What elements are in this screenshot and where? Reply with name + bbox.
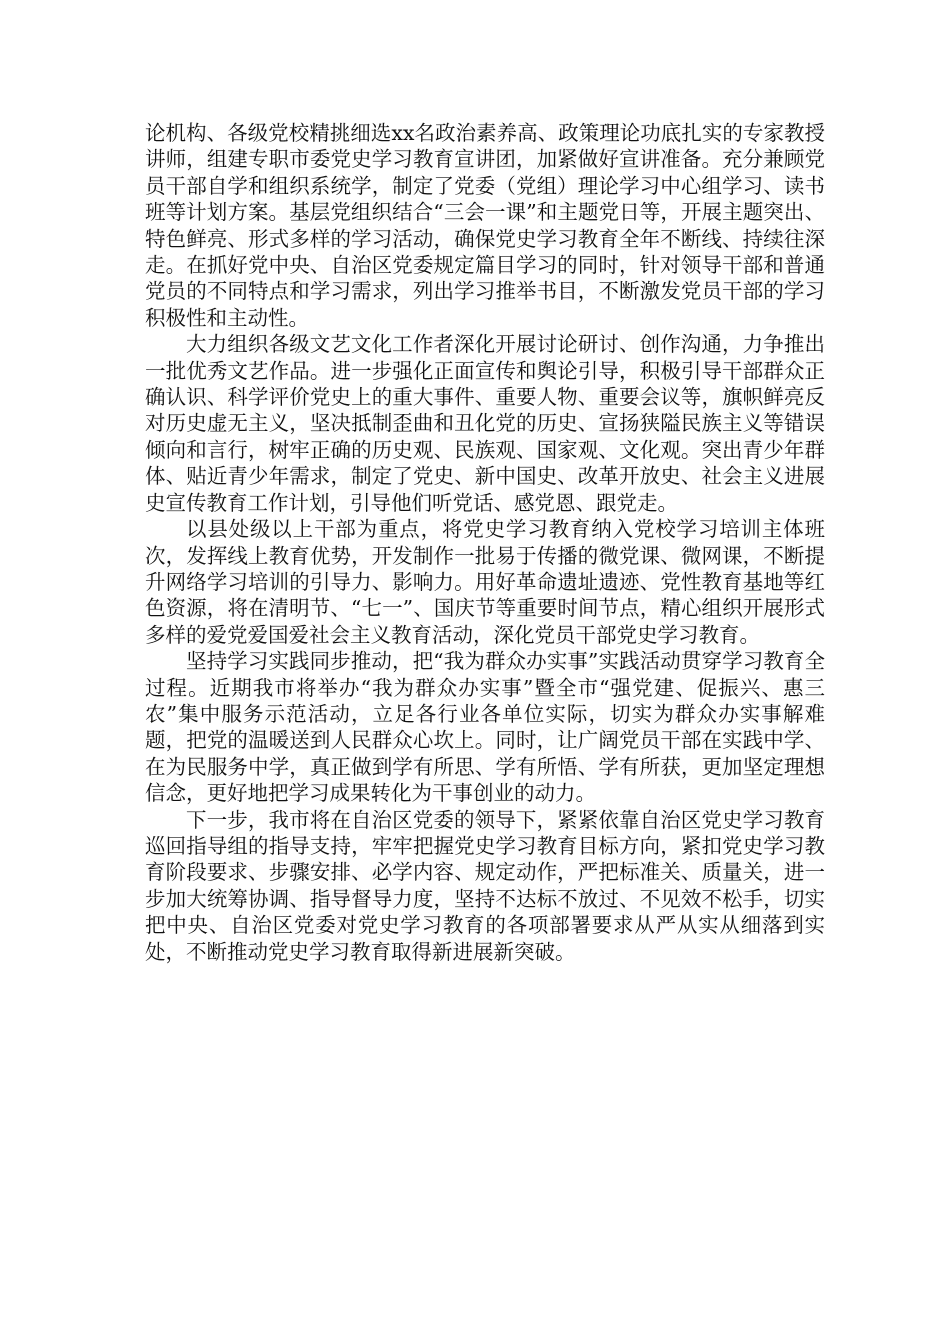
document-body <box>145 120 825 965</box>
paragraph-next-steps: 下一步，我市将在自治区党委的领导下，紧紧依靠自治区党史学习教育巡回指导组的指导支持，牢牢把握党史学习教育目标方向，紧扣党史学习教育阶段要求、步骤安排、必学内容、规定动作，严把标准关、质量关，进一步加大统筹协调、指导督导力度，坚持不达标不放过、不见效不松手，切实把中央、自治区党委对党史学习教育的各项部署要求从严从实从细落到实处，不断推动党史学习教育取得新进展新突破。 <box>145 807 825 964</box>
paragraph-continued: 论机构、各级党校精挑细选xx名政治素养高、政策理论功底扎实的专家教授讲师，组建专职市委党史学习教育宣讲团，加紧做好宣讲准备。充分兼顾党员干部自学和组织系统学，制定了党委（党组）理论学习中心组学习、读书班等计划方案。基层党组织结合“三会一课”和主题党日等，开展主题突出、特色鲜亮、形式多样的学习活动，确保党史学习教育全年不断线、持续往深走。在抓好党中央、自治区党委规定篇目学习的同时，针对领导干部和普通党员的不同特点和学习需求，列出学习推举书目，不断激发党员干部的学习积极性和主动性。 <box>145 121 825 330</box>
paragraph-culture-promotion: 大力组织各级文艺文化工作者深化开展讨论研讨、创作沟通，力争推出一批优秀文艺作品。进一步强化正面宣传和舆论引导，积极引导干部群众正确认识、科学评价党史上的重大事件、重要人物、重要会议等，旗帜鲜亮反对历史虚无主义，坚决抵制歪曲和丑化党的历史、宣扬狭隘民族主义等错误倾向和言行，树牢正确的历史观、民族观、国家观、文化观。突出青少年群体、贴近青少年需求，制定了党史、新中国史、改革开放史、社会主义进展史宣传教育工作计划，引导他们听党话、感党恩、跟党走。 <box>145 332 825 515</box>
paragraph-cadre-training: 以县处级以上干部为重点，将党史学习教育纳入党校学习培训主体班次，发挥线上教育优势，开发制作一批易于传播的微党课、微网课，不断提升网络学习培训的引导力、影响力。用好革命遗址遗迹、党性教育基地等红色资源，将在清明节、“七一”、国庆节等重要时间节点，精心组织开展形式多样的爱党爱国爱社会主义教育活动，深化党员干部党史学习教育。 <box>145 517 825 647</box>
paragraph-practical-service: 坚持学习实践同步推动，把“我为群众办实事”实践活动贯穿学习教育全过程。近期我市将举办“我为群众办实事”暨全市“强党建、促振兴、惠三农”集中服务示范活动，立足各行业各单位实际，切实为群众办实事解难题，把党的温暖送到人民群众心坎上。同时，让广阔党员干部在实践中学、在为民服务中学，真正做到学有所思、学有所悟、学有所获，更加坚定理想信念，更好地把学习成果转化为干事创业的动力。 <box>145 649 825 806</box>
